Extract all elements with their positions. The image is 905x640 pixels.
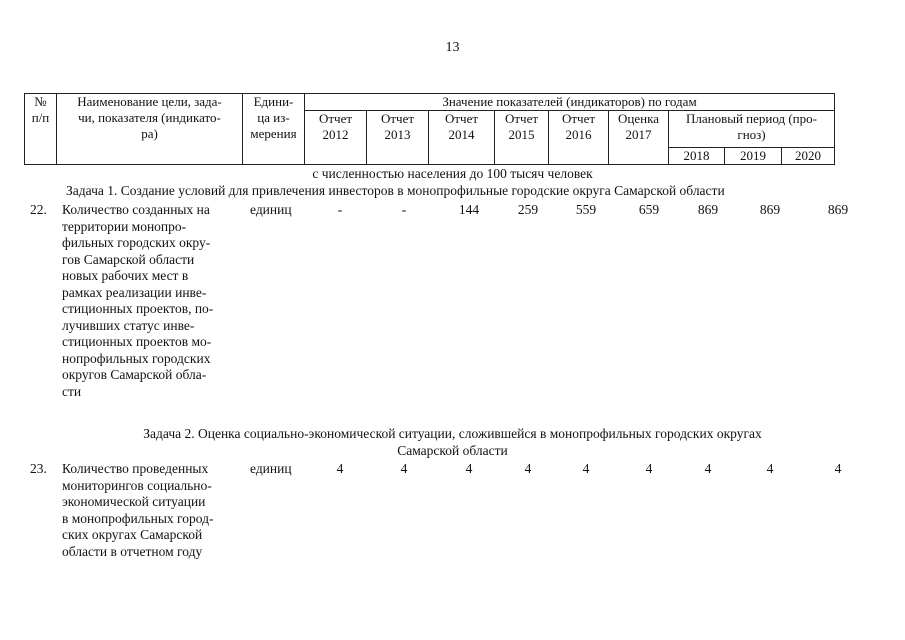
row22-value-2020: 869 xyxy=(827,202,849,217)
row22-value-2016: 559 xyxy=(575,202,597,217)
row22-unit: единиц xyxy=(250,202,292,217)
header-year-2012: Отчет 2012 xyxy=(305,111,367,165)
row22-value-2014: 144 xyxy=(458,202,480,217)
row23-name: Количество проведенных мониторингов социально- экономической ситуации в монопрофильных город- ских округах Самарской области в отчетном году xyxy=(62,461,214,559)
header-plan-year-2020: 2020 xyxy=(782,148,835,165)
task2-title: Задача 2. Оценка социально-экономической ситуации, сложившейся в монопрофильных городских округах Самарской области xyxy=(143,426,762,458)
row22-value-2017: 659 xyxy=(638,202,660,217)
row23-unit: единиц xyxy=(250,461,292,476)
row23-num: 23. xyxy=(30,461,47,476)
header-values-title: Значение показателей (индикаторов) по годам xyxy=(305,94,835,111)
row22-value-2012: - xyxy=(337,202,343,217)
indicator-table-header xyxy=(24,93,835,165)
header-plan-title: Плановый период (про- гноз) xyxy=(669,111,835,148)
row23-value-2014: 4 xyxy=(465,461,473,476)
header-plan-year-2019: 2019 xyxy=(725,148,782,165)
row23-value-2019: 4 xyxy=(766,461,774,476)
header-year-2015: Отчет 2015 xyxy=(495,111,549,165)
row23-value-2015: 4 xyxy=(524,461,532,476)
header-year-2016: Отчет 2016 xyxy=(549,111,609,165)
page-number: 13 xyxy=(445,40,460,55)
header-year-2013: Отчет 2013 xyxy=(367,111,429,165)
header-num: № п/п xyxy=(25,94,57,165)
row23-value-2013: 4 xyxy=(400,461,408,476)
row22-value-2019: 869 xyxy=(759,202,781,217)
row22-value-2018: 869 xyxy=(697,202,719,217)
row22-value-2013: - xyxy=(401,202,407,217)
row23-value-2020: 4 xyxy=(834,461,842,476)
header-name: Наименование цели, зада- чи, показателя (индикато- ра) xyxy=(57,94,243,165)
row23-value-2012: 4 xyxy=(336,461,344,476)
task1-title: Задача 1. Создание условий для привлечения инвесторов в монопрофильные городские округа Самарской области xyxy=(66,183,725,198)
row22-num: 22. xyxy=(30,202,47,217)
header-year-2014: Отчет 2014 xyxy=(429,111,495,165)
header-unit: Едини- ца из- мерения xyxy=(243,94,305,165)
header-plan-year-2018: 2018 xyxy=(669,148,725,165)
row22-name: Количество созданных на территории монопро- фильных городских окру- гов Самарской области новых рабочих мест в рамках реализации инве- стиционных проектов, по- лучивших статус инве- стиционных проектов мо- нопрофильных городских округов Самарской обла- сти xyxy=(62,202,214,399)
row23-value-2017: 4 xyxy=(645,461,653,476)
header-year-2017: Оценка 2017 xyxy=(609,111,669,165)
section-note: с численностью населения до 100 тысяч человек xyxy=(312,166,593,181)
row22-value-2015: 259 xyxy=(517,202,539,217)
row23-value-2018: 4 xyxy=(704,461,712,476)
row23-value-2016: 4 xyxy=(582,461,590,476)
